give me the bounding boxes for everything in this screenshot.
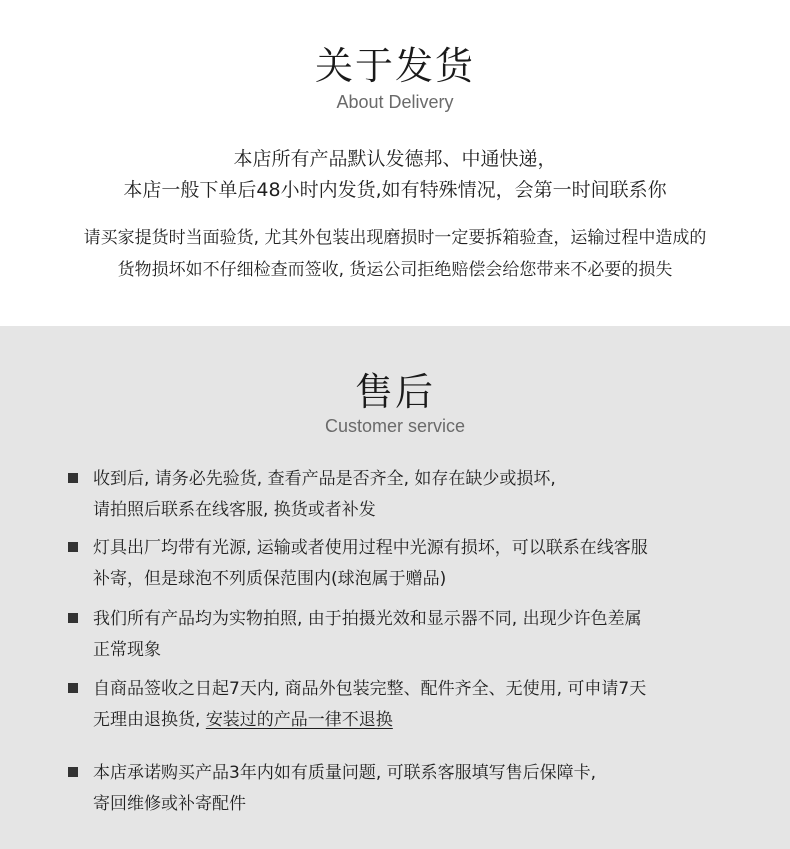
list-item-line-2: 正常现象 [93,640,161,660]
list-item-line-1: 本店承诺购买产品3年内如有质量问题, 可联系客服填写售后保障卡, [93,763,597,783]
bullet-square-icon [68,542,78,552]
aftersales-title: 售后 [354,370,435,414]
bullet-square-icon [68,767,78,777]
list-item-line-2-prefix: 无理由退换货, [93,710,206,730]
delivery-line-3: 请买家提货时当面验货, 尤其外包装出现磨损时一定要拆箱验查，运输过程中造成的 [83,228,707,248]
delivery-line-1: 本店所有产品默认发德邦、中通快递， [233,148,557,170]
list-item-line-1: 自商品签收之日起7天内, 商品外包装完整、配件齐全、无使用, 可申请7天 [93,679,647,699]
delivery-section [0,0,790,326]
aftersales-section [0,326,790,849]
list-item-line-1: 灯具出厂均带有光源, 运输或者使用过程中光源有损坏，可以联系在线客服 [93,538,648,558]
list-item-line-1: 收到后, 请务必先验货, 查看产品是否齐全, 如存在缺少或损坏, [93,469,556,489]
delivery-line-2: 本店一般下单后48小时内发货,如有特殊情况，会第一时间联系你 [123,179,667,201]
delivery-line-4: 货物损坏如不仔细检查而签收, 货运公司拒绝赔偿会给您带来不必要的损失 [117,260,673,280]
bullet-square-icon [68,613,78,623]
delivery-subtitle: About Delivery [336,92,454,112]
list-item-line-2 [93,705,773,736]
list-item-line-2: 请拍照后联系在线客服, 换货或者补发 [93,500,376,520]
bullet-square-icon [68,683,78,693]
list-item-line-1: 我们所有产品均为实物拍照, 由于拍摄光效和显示器不同, 出现少许色差属 [93,609,642,629]
no-return-notice: 安装过的产品一律不退换 [205,710,393,730]
list-item-line-2: 寄回维修或补寄配件 [93,794,246,814]
aftersales-subtitle: Customer service [324,416,466,436]
list-item-line-2: 补寄，但是球泡不列质保范围内(球泡属于赠品) [93,569,447,589]
bullet-square-icon [68,473,78,483]
delivery-title: 关于发货 [314,44,475,88]
